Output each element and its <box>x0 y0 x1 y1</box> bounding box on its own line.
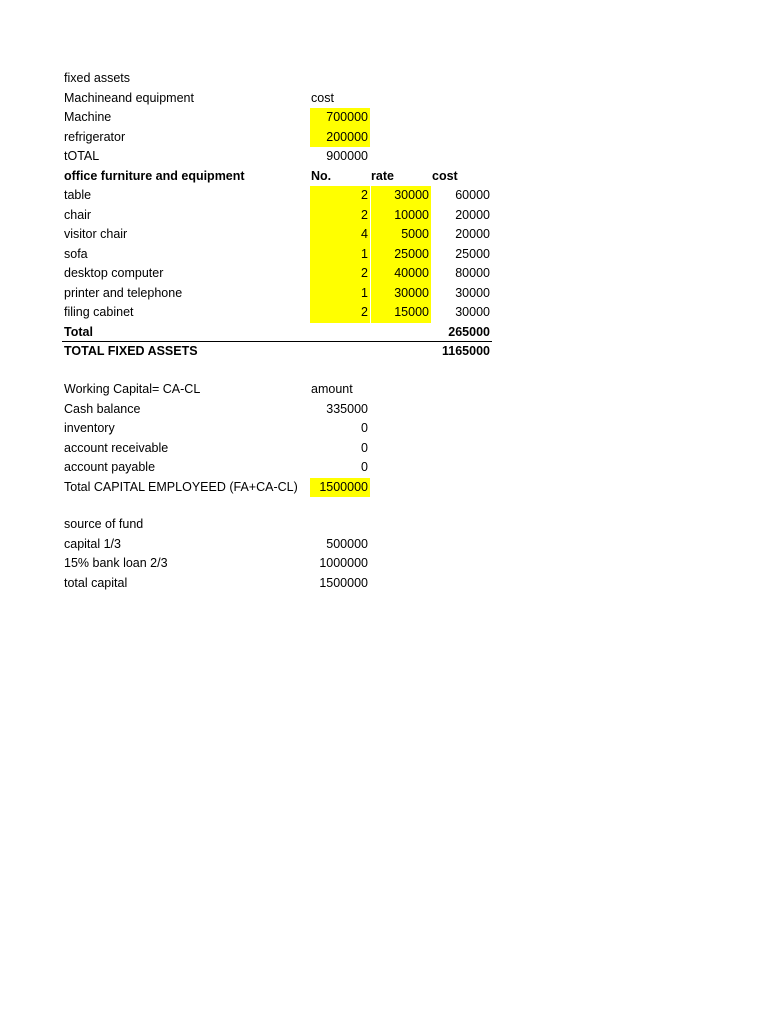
row-source-of-fund <box>0 515 768 535</box>
row-label: Cash balance <box>64 401 141 416</box>
cost-cell: 80000 <box>455 266 490 280</box>
row-label: Machine <box>64 110 112 124</box>
section-title: source of fund <box>64 517 144 531</box>
amount-cell: 0 <box>361 460 368 474</box>
row-bank-loan <box>0 554 768 574</box>
cost-cell: 700000 <box>310 108 370 128</box>
row-machine-equipment <box>0 89 768 109</box>
cost-cell: 30000 <box>455 285 490 300</box>
row-total-capital <box>0 574 768 594</box>
column-header-rate: rate <box>371 168 394 183</box>
row-total-fixed-assets <box>0 342 768 362</box>
row-table <box>0 186 768 206</box>
row-machine <box>0 108 768 128</box>
no-cell: 2 <box>310 264 370 284</box>
row-label: tOTAL <box>64 149 100 163</box>
row-capital <box>0 535 768 555</box>
row-label: account payable <box>64 460 156 474</box>
cost-cell: 20000 <box>455 207 490 222</box>
row-label: chair <box>64 207 92 222</box>
rate-cell: 30000 <box>371 284 431 304</box>
row-chair <box>0 206 768 226</box>
rate-cell: 25000 <box>371 245 431 265</box>
section-title: fixed assets <box>64 71 131 85</box>
column-header-cost: cost <box>311 90 334 105</box>
row-cash-balance <box>0 400 768 420</box>
row-label: Total CAPITAL EMPLOYEED (FA+CA-CL) <box>64 479 298 494</box>
amount-cell: 335000 <box>326 401 368 416</box>
row-label: total capital <box>64 575 128 590</box>
row-label: Working Capital= CA-CL <box>64 382 201 396</box>
row-printer <box>0 284 768 304</box>
row-label: sofa <box>64 246 88 261</box>
row-fixed-assets <box>0 69 768 89</box>
amount-cell: 1500000 <box>319 575 368 590</box>
cost-cell: 20000 <box>455 227 490 241</box>
row-filing-cabinet <box>0 303 768 323</box>
row-total-office <box>0 323 768 343</box>
cost-cell: 60000 <box>455 188 490 202</box>
cost-cell: 25000 <box>455 246 490 261</box>
no-cell: 2 <box>310 186 370 206</box>
rate-cell: 10000 <box>371 206 431 226</box>
row-label: filing cabinet <box>64 305 134 319</box>
section-header: office furniture and equipment <box>64 168 245 183</box>
no-cell: 1 <box>310 284 370 304</box>
amount-cell: 1000000 <box>319 556 368 570</box>
no-cell: 2 <box>310 303 370 323</box>
row-label: inventory <box>64 421 115 435</box>
rate-cell: 15000 <box>371 303 431 323</box>
total-cell: 1165000 <box>442 344 490 358</box>
row-inventory <box>0 419 768 439</box>
row-sofa <box>0 245 768 265</box>
row-account-payable <box>0 458 768 478</box>
no-cell: 4 <box>310 225 370 245</box>
row-label: Machineand equipment <box>64 90 194 105</box>
rate-cell: 40000 <box>371 264 431 284</box>
row-refrigerator <box>0 128 768 148</box>
row-label: printer and telephone <box>64 285 183 300</box>
amount-cell: 0 <box>361 421 368 435</box>
row-label: TOTAL FIXED ASSETS <box>64 344 198 358</box>
row-label: account receivable <box>64 440 169 455</box>
row-label: desktop computer <box>64 266 164 280</box>
total-cell: 900000 <box>326 149 368 163</box>
row-label: visitor chair <box>64 227 128 241</box>
cost-cell: 30000 <box>455 305 490 319</box>
amount-cell: 1500000 <box>310 478 370 498</box>
total-cell: 265000 <box>448 324 490 339</box>
column-header-amount: amount <box>311 382 353 396</box>
column-header-no: No. <box>311 168 332 183</box>
row-desktop-computer <box>0 264 768 284</box>
amount-cell: 0 <box>361 440 368 455</box>
row-label: table <box>64 188 92 202</box>
row-label: refrigerator <box>64 129 126 144</box>
no-cell: 1 <box>310 245 370 265</box>
row-account-receivable <box>0 439 768 459</box>
row-total-capital-employed <box>0 478 768 498</box>
row-label: 15% bank loan 2/3 <box>64 556 168 570</box>
rate-cell: 5000 <box>371 225 431 245</box>
cost-cell: 200000 <box>310 128 370 148</box>
row-label: capital 1/3 <box>64 536 121 551</box>
amount-cell: 500000 <box>326 536 368 551</box>
column-header-cost: cost <box>432 168 458 183</box>
row-visitor-chair <box>0 225 768 245</box>
row-total-machine <box>0 147 768 167</box>
row-label: Total <box>64 324 93 339</box>
row-working-capital <box>0 380 768 400</box>
rate-cell: 30000 <box>371 186 431 206</box>
no-cell: 2 <box>310 206 370 226</box>
row-office-header <box>0 167 768 187</box>
